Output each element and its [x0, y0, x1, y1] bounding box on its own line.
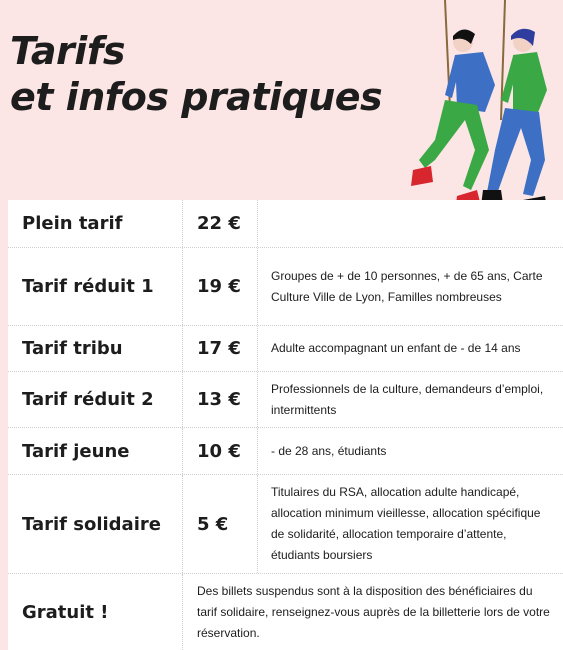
tarif-info: Groupes de + de 10 personnes, + de 65 ans, Carte Culture Ville de Lyon, Familles nombreuses [271, 268, 543, 304]
gratuit-name: Gratuit ! [8, 574, 183, 650]
tarif-name: Tarif réduit 2 [8, 372, 183, 427]
tarif-price: 10 € [183, 428, 258, 474]
tarifs-table [8, 200, 563, 650]
tarif-name: Plein tarif [8, 200, 183, 247]
tarif-price: 19 € [183, 248, 258, 325]
table-row [8, 200, 563, 248]
table-row [8, 326, 563, 372]
tarif-name: Tarif jeune [8, 428, 183, 474]
table-row [8, 248, 563, 326]
title-line-2: et infos pratiques [10, 75, 383, 119]
tarif-price: 22 € [183, 200, 258, 247]
tarif-price: 13 € [183, 372, 258, 427]
tarif-info: Adulte accompagnant un enfant de - de 14 ans [271, 341, 521, 355]
tarif-price: 5 € [183, 475, 258, 573]
table-row [8, 372, 563, 428]
tarif-name: Tarif solidaire [8, 475, 183, 573]
tarif-info: Titulaires du RSA, allocation adulte handicapé, allocation minimum vieillesse, allocation spécifique de solidarité, allocation temporaire d’attente, étudiants boursiers [271, 485, 541, 562]
page-title [10, 28, 382, 120]
tarif-name: Tarif tribu [8, 326, 183, 371]
tarif-price: 17 € [183, 326, 258, 371]
table-row [8, 428, 563, 475]
tarif-info: Professionnels de la culture, demandeurs d’emploi, intermittents [271, 381, 544, 417]
swing-illustration-icon [405, 0, 563, 222]
tarif-info [258, 200, 563, 247]
table-row [8, 574, 563, 650]
tarif-name: Tarif réduit 1 [8, 248, 183, 325]
tarif-info: - de 28 ans, étudiants [271, 443, 387, 458]
title-line-1: Tarifs [10, 29, 125, 73]
table-row [8, 475, 563, 574]
gratuit-info: Des billets suspendus sont à la disposition des bénéficiaires du tarif solidaire, renseignez-vous auprès de la billetterie lors de votre réservation. [197, 583, 550, 640]
